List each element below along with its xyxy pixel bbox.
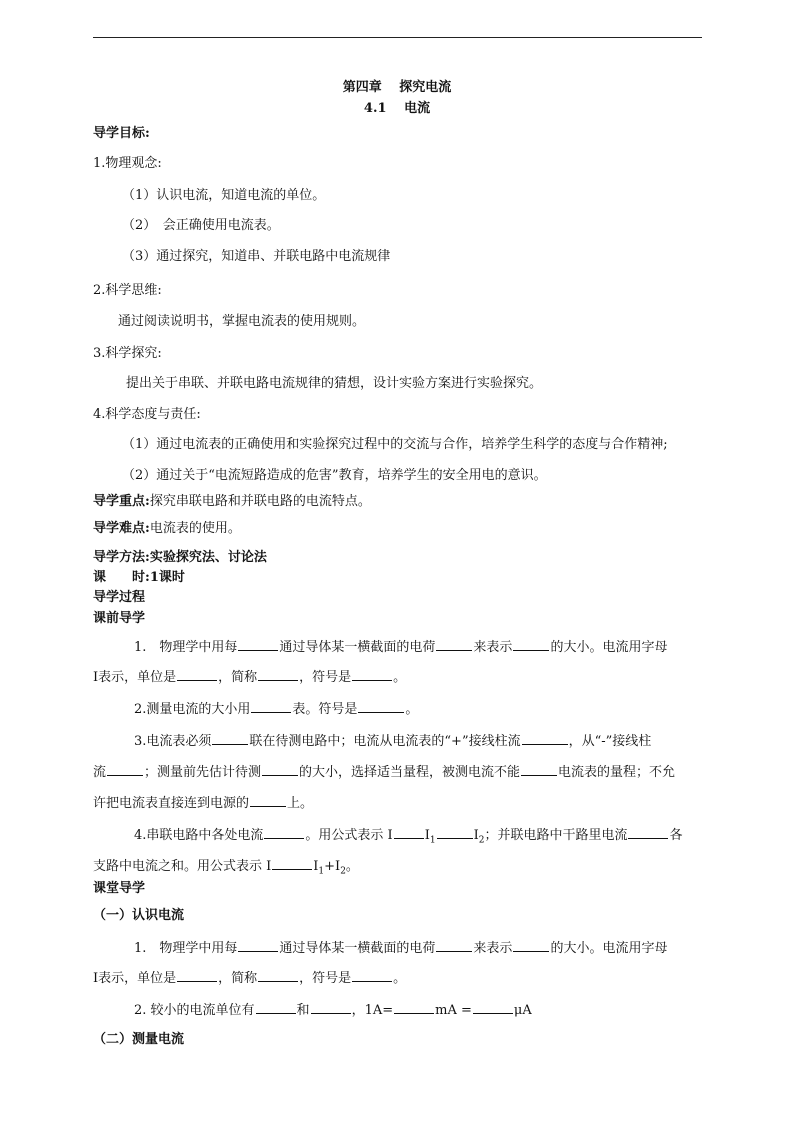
process-heading: 导学过程 bbox=[93, 590, 146, 605]
text-segment: 的大小。电流用字母 bbox=[550, 640, 668, 655]
text-segment: 电流表的量程；不允 bbox=[558, 765, 676, 780]
method-text: 实验探究法、讨论法 bbox=[149, 550, 267, 565]
text-segment: I表示，单位是 bbox=[93, 670, 177, 685]
text-segment: 的大小，选择适当量程，被测电流不能 bbox=[299, 765, 521, 780]
subscript: 1 bbox=[318, 866, 325, 877]
objective-line: （2）通过关于“电流短路造成的危害”教育，培养学生的安全用电的意识。 bbox=[122, 468, 547, 483]
objective-line: 4.科学态度与责任: bbox=[93, 407, 201, 422]
text-segment: ，1A= bbox=[351, 1003, 394, 1018]
method-label: 导学方法: bbox=[93, 550, 150, 565]
text-segment: 上。 bbox=[287, 796, 314, 811]
fill-blank[interactable] bbox=[513, 938, 549, 952]
keypoint-line bbox=[93, 493, 371, 511]
pre-q3-line3 bbox=[93, 793, 313, 813]
fill-blank[interactable] bbox=[251, 699, 291, 713]
text-segment: 2. 较小的电流单位有 bbox=[134, 1003, 255, 1018]
pre-study-heading: 课前导学 bbox=[93, 611, 146, 626]
text-segment: I bbox=[313, 859, 319, 874]
text-segment: I表示，单位是 bbox=[93, 971, 177, 986]
method-line bbox=[93, 549, 267, 567]
fill-blank[interactable] bbox=[238, 938, 278, 952]
pre-q2-line bbox=[134, 699, 418, 719]
objectives-heading: 导学目标: bbox=[93, 126, 150, 141]
text-segment: 的大小。电流用字母 bbox=[550, 941, 668, 956]
text-segment: I bbox=[424, 828, 430, 843]
fill-blank[interactable] bbox=[264, 825, 304, 839]
text-segment: 。 bbox=[405, 702, 419, 717]
objective-line: 2.科学思维: bbox=[93, 283, 162, 298]
text-segment: 4.串联电路中各处电流 bbox=[134, 828, 264, 843]
fill-blank[interactable] bbox=[250, 793, 286, 807]
pre-q4-line1 bbox=[134, 825, 682, 845]
text-segment: 支路中电流之和。用公式表示 I bbox=[93, 859, 272, 874]
objective-line: （2） 会正确使用电流表。 bbox=[122, 218, 280, 233]
text-segment: ，简称 bbox=[218, 670, 258, 685]
fill-blank[interactable] bbox=[258, 968, 298, 982]
fill-blank[interactable] bbox=[262, 762, 298, 776]
text-segment: ；并联电路中干路里电流 bbox=[484, 828, 628, 843]
difficulty-label: 导学难点: bbox=[93, 521, 150, 536]
objective-line: 1.物理观念: bbox=[93, 156, 162, 171]
fill-blank[interactable] bbox=[212, 731, 248, 745]
period-line bbox=[93, 569, 185, 587]
part2-heading: （二）测量电流 bbox=[93, 1032, 185, 1047]
pre-q3-line2 bbox=[93, 762, 675, 782]
fill-blank[interactable] bbox=[352, 667, 392, 681]
fill-blank[interactable] bbox=[473, 1000, 513, 1014]
text-segment: +I bbox=[324, 859, 341, 874]
class-study-heading: 课堂导学 bbox=[93, 881, 146, 896]
subscript: 1 bbox=[429, 835, 436, 846]
fill-blank[interactable] bbox=[107, 762, 143, 776]
objective-line: （1）通过电流表的正确使用和实验探究过程中的交流与合作，培养学生科学的态度与合作精神; bbox=[122, 437, 668, 452]
fill-blank[interactable] bbox=[256, 1000, 296, 1014]
keypoint-label: 导学重点: bbox=[93, 494, 150, 509]
text-segment: 通过导体某一横截面的电荷 bbox=[279, 640, 436, 655]
chapter-title: 第四章 探究电流 bbox=[342, 80, 452, 95]
pre-q4-line2 bbox=[93, 856, 359, 876]
text-segment: 。 bbox=[393, 971, 407, 986]
class-q1-line1 bbox=[134, 938, 667, 958]
period-text: 1课时 bbox=[149, 570, 185, 585]
text-segment: ；测量前先估计待测 bbox=[144, 765, 262, 780]
text-segment: 许把电流表直接连到电源的 bbox=[93, 796, 250, 811]
pre-q1-line2 bbox=[93, 667, 406, 687]
fill-blank[interactable] bbox=[513, 637, 549, 651]
text-segment: ，符号是 bbox=[299, 670, 352, 685]
text-segment: 。 bbox=[393, 670, 407, 685]
subscript: 2 bbox=[478, 835, 485, 846]
keypoint-text: 探究串联电路和并联电路的电流特点。 bbox=[149, 494, 371, 509]
fill-blank[interactable] bbox=[177, 968, 217, 982]
text-segment: 3.电流表必须 bbox=[134, 734, 212, 749]
text-segment: 。 bbox=[345, 859, 359, 874]
fill-blank[interactable] bbox=[352, 968, 392, 982]
text-segment: 各 bbox=[669, 828, 683, 843]
fill-blank[interactable] bbox=[521, 762, 557, 776]
text-segment: 1. 物理学中用每 bbox=[134, 640, 238, 655]
fill-blank[interactable] bbox=[272, 856, 312, 870]
objective-line: （1）认识电流，知道电流的单位。 bbox=[122, 188, 326, 203]
objective-line: （3）通过探究，知道串、并联电路中电流规律 bbox=[122, 249, 391, 264]
text-segment: ，从“-”接线柱 bbox=[568, 734, 652, 749]
text-segment: mA = bbox=[435, 1003, 472, 1018]
objective-line: 3.科学探究: bbox=[93, 346, 162, 361]
difficulty-line bbox=[93, 520, 241, 538]
text-segment: 1. 物理学中用每 bbox=[134, 941, 238, 956]
fill-blank[interactable] bbox=[394, 825, 424, 839]
objective-line: 提出关于串联、并联电路电流规律的猜想，设计实验方案进行实验探究。 bbox=[126, 376, 543, 391]
text-segment: ，简称 bbox=[218, 971, 258, 986]
text-segment: I bbox=[473, 828, 479, 843]
text-segment: 和 bbox=[296, 1003, 310, 1018]
text-segment: 表。符号是 bbox=[292, 702, 358, 717]
fill-blank[interactable] bbox=[522, 731, 568, 745]
pre-q3-line1 bbox=[134, 731, 651, 751]
text-segment: 来表示 bbox=[473, 941, 513, 956]
objective-line: 通过阅读说明书，掌握电流表的使用规则。 bbox=[118, 314, 366, 329]
text-segment: 来表示 bbox=[473, 640, 513, 655]
class-q1-line2 bbox=[93, 968, 406, 988]
section-title: 4.1 电流 bbox=[363, 101, 431, 116]
fill-blank[interactable] bbox=[358, 699, 404, 713]
subscript: 2 bbox=[340, 866, 346, 877]
text-segment: 2.测量电流的大小用 bbox=[134, 702, 251, 717]
text-segment: μA bbox=[513, 1003, 532, 1018]
fill-blank[interactable] bbox=[258, 667, 298, 681]
fill-blank[interactable] bbox=[311, 1000, 351, 1014]
fill-blank[interactable] bbox=[628, 825, 668, 839]
text-segment: 联在待测电路中；电流从电流表的“+”接线柱流 bbox=[249, 734, 521, 749]
fill-blank[interactable] bbox=[394, 1000, 434, 1014]
fill-blank[interactable] bbox=[177, 667, 217, 681]
fill-blank[interactable] bbox=[437, 825, 473, 839]
pre-q1-line1 bbox=[134, 637, 667, 657]
text-segment: 流 bbox=[93, 765, 107, 780]
difficulty-text: 电流表的使用。 bbox=[149, 521, 241, 536]
period-label: 课 时: bbox=[93, 570, 150, 585]
class-q2-line bbox=[134, 1000, 532, 1020]
fill-blank[interactable] bbox=[238, 637, 278, 651]
text-segment: 通过导体某一横截面的电荷 bbox=[279, 941, 436, 956]
text-segment: ，符号是 bbox=[299, 971, 352, 986]
header-rule bbox=[93, 37, 702, 38]
fill-blank[interactable] bbox=[436, 637, 472, 651]
part1-heading: （一）认识电流 bbox=[93, 908, 185, 923]
text-segment: 。用公式表示 I bbox=[305, 828, 393, 843]
fill-blank[interactable] bbox=[436, 938, 472, 952]
